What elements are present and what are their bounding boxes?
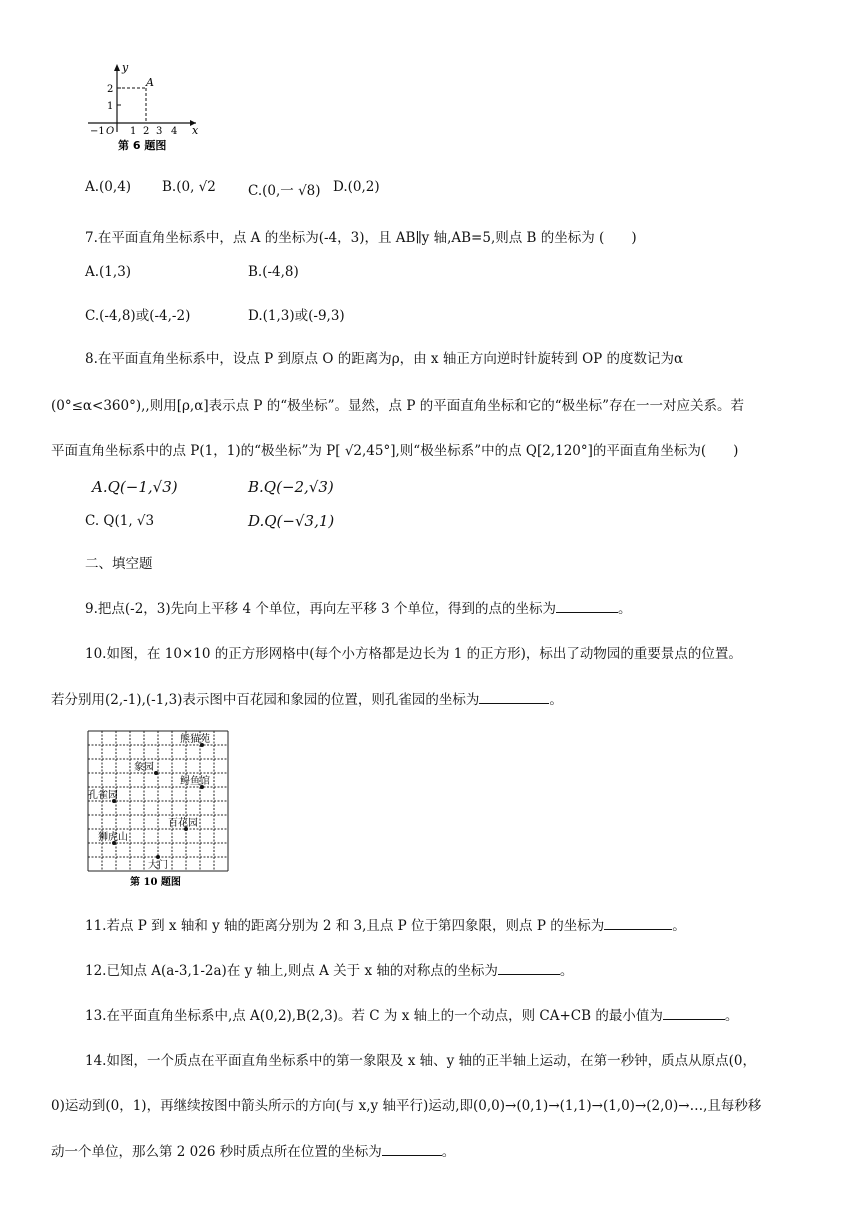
q9: 9.把点(-2，3)先向上平移 4 个单位，再向左平移 3 个单位，得到的点的坐标为 。 <box>85 601 632 617</box>
q6-option-a: A.(0,4) <box>85 179 132 195</box>
q7-stem: 7.在平面直角坐标系中，点 A 的坐标为(-4，3)，且 AB∥y 轴,AB=5,则点 B 的坐标为 ( ) <box>85 230 637 246</box>
q11: 11.若点 P 到 x 轴和 y 轴的距离分别为 2 和 3,且点 P 位于第四象限，则点 P 的坐标为 。 <box>85 918 686 934</box>
q7-option-a: A.(1,3) <box>85 264 132 280</box>
x-tick-3: 3 <box>156 126 163 137</box>
q13-text: 13.在平面直角坐标系中,点 A(0,2),B(2,3)。若 C 为 x 轴上的一个动点，则 CA+CB 的最小值为 <box>85 1008 663 1024</box>
zoo-grid <box>88 731 228 871</box>
q12-text: 12.已知点 A(a-3,1-2a)在 y 轴上,则点 A 关于 x 轴的对称点的坐标为 <box>85 963 498 979</box>
q14-line-3-text: 动一个单位，那么第 2 026 秒时质点所在位置的坐标为 <box>51 1144 382 1160</box>
q13: 13.在平面直角坐标系中,点 A(0,2),B(2,3)。若 C 为 x 轴上的一个动点，则 CA+CB 的最小值为 。 <box>85 1008 739 1024</box>
figure-10-caption: 第 10 题图 <box>130 877 181 888</box>
q8-option-b: B.Q(−2,√3) <box>248 478 334 496</box>
q6-option-b: B.(0, √2 <box>162 179 216 195</box>
label-sturgeon: 鲟鱼馆 <box>180 776 210 787</box>
figure-6 <box>84 60 204 154</box>
x-tick-neg1: −1 <box>90 126 105 137</box>
q7-option-d: D.(1,3)或(-9,3) <box>248 308 345 324</box>
q6-option-d: D.(0,2) <box>333 179 380 195</box>
q14-answer-blank[interactable] <box>382 1143 442 1156</box>
q10-answer-blank[interactable] <box>479 691 549 704</box>
q9-answer-blank[interactable] <box>556 600 618 613</box>
elephant-garden-point <box>154 771 158 775</box>
y-tick-1: 1 <box>107 101 114 112</box>
label-panda: 熊猫苑 <box>180 734 210 745</box>
q10-line-2-text: 若分别用(2,-1),(-1,3)表示图中百花园和象园的位置，则孔雀园的坐标为 <box>51 692 480 708</box>
q9-text: 9.把点(-2，3)先向上平移 4 个单位，再向左平移 3 个单位，得到的点的坐标为 <box>85 601 556 617</box>
point-a-label: A <box>146 76 154 89</box>
y-tick-2: 2 <box>107 84 114 95</box>
q14-line-3: 动一个单位，那么第 2 026 秒时质点所在位置的坐标为 。 <box>51 1144 456 1160</box>
y-axis-label: y <box>122 61 129 74</box>
label-gate: 大门 <box>148 860 168 871</box>
gate-point <box>156 855 160 859</box>
label-elephant: 象园 <box>134 762 154 773</box>
q12-answer-blank[interactable] <box>498 962 560 975</box>
label-peacock: 孔雀园 <box>88 790 118 801</box>
q12: 12.已知点 A(a-3,1-2a)在 y 轴上,则点 A 关于 x 轴的对称点的坐标为 。 <box>85 963 574 979</box>
q7-option-b: B.(-4,8) <box>248 264 299 280</box>
q11-text: 11.若点 P 到 x 轴和 y 轴的距离分别为 2 和 3,且点 P 位于第四象限，则点 P 的坐标为 <box>85 918 605 934</box>
q10-line-2: 若分别用(2,-1),(-1,3)表示图中百花园和象园的位置，则孔雀园的坐标为 。 <box>51 692 563 708</box>
figure-10 <box>86 729 232 889</box>
q10-line-1: 10.如图，在 10×10 的正方形网格中(每个小方格都是边长为 1 的正方形)，标出了动物园的重要景点的位置。 <box>85 646 742 662</box>
x-tick-4: 4 <box>171 126 178 137</box>
q8-line-3: 平面直角坐标系中的点 P(1，1)的“极坐标”为 P[ √2,45°],则“极坐标系”中的点 Q[2,120°]的平面直角坐标为( ) <box>51 443 739 459</box>
origin-label: O <box>106 126 115 137</box>
figure-6-caption: 第 6 题图 <box>118 139 167 152</box>
q14-line-1: 14.如图，一个质点在平面直角坐标系中的第一象限及 x 轴、y 轴的正半轴上运动，在第一秒钟，质点从原点(0， <box>85 1053 756 1069</box>
q8-option-d: D.Q(−√3,1) <box>248 512 335 530</box>
q14-line-2: 0)运动到(0，1)，再继续按图中箭头所示的方向(与 x,y 轴平行)运动,即(0,0)→(0,1)→(1,1)→(1,0)→(2,0)→…,且每秒移 <box>51 1098 762 1114</box>
x-tick-2: 2 <box>143 126 150 137</box>
q6-option-c: C.(0,一 √8) <box>248 183 321 199</box>
x-tick-1: 1 <box>130 126 137 137</box>
q8-line-2: (0°≤α<360°),,则用[ρ,α]表示点 P 的“极坐标”。显然，点 P 的平面直角坐标和它的“极坐标”存在一一对应关系。若 <box>51 398 745 414</box>
q7-option-c: C.(-4,8)或(-4,-2) <box>85 308 191 324</box>
x-axis-label: x <box>192 124 199 137</box>
y-axis-arrow-icon <box>114 64 120 71</box>
q8-option-c: C. Q(1, √3 <box>85 513 155 529</box>
section-2-title: 二、填空题 <box>85 556 153 572</box>
q8-option-a: A.Q(−1,√3) <box>92 478 178 496</box>
q11-answer-blank[interactable] <box>604 917 672 930</box>
label-flower: 百花园 <box>168 818 198 829</box>
q8-line-1: 8.在平面直角坐标系中，设点 P 到原点 O 的距离为ρ，由 x 轴正方向逆时针旋转到 OP 的度数记为α <box>85 351 684 367</box>
q13-answer-blank[interactable] <box>663 1007 725 1020</box>
label-lion-tiger: 狮虎山 <box>98 832 128 843</box>
